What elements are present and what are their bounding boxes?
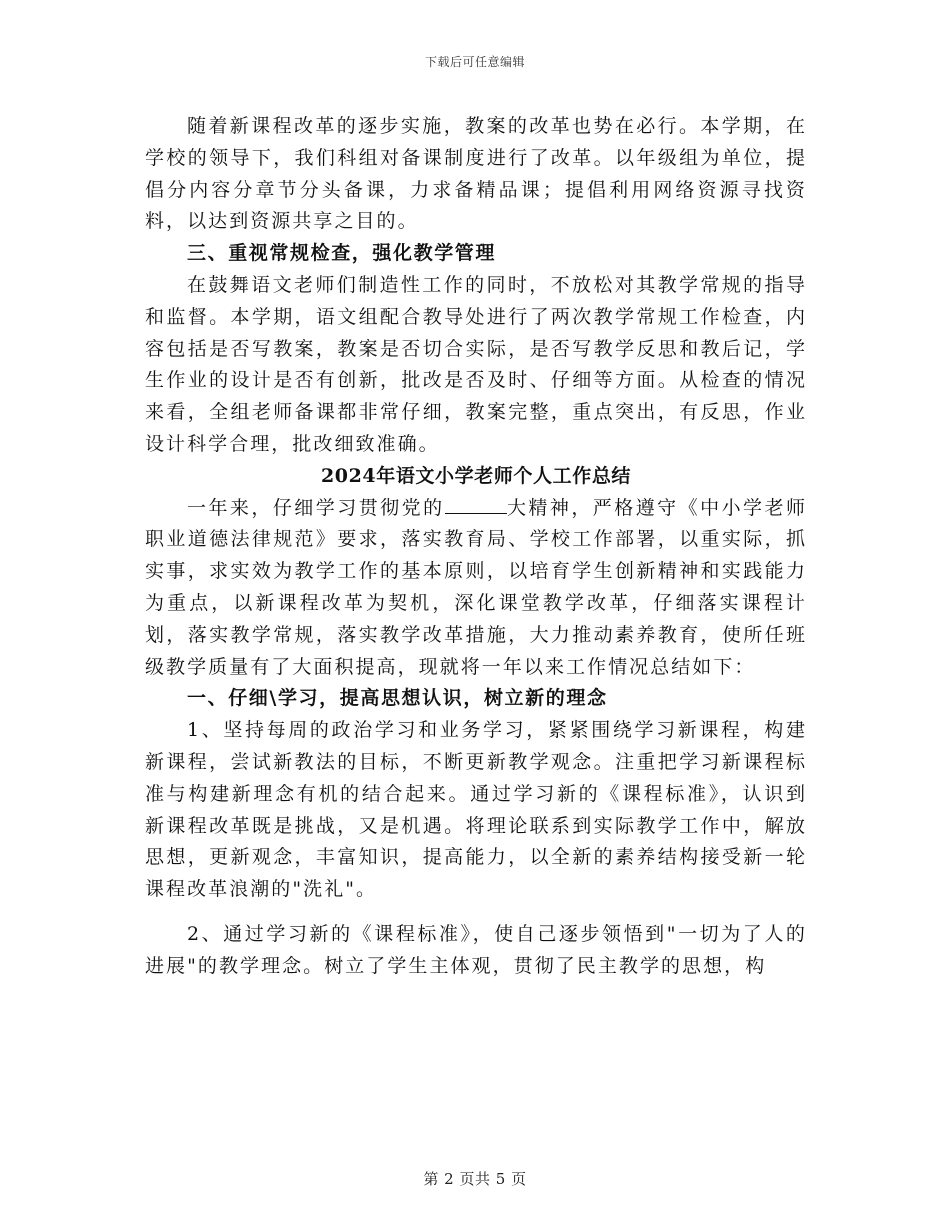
intro-text-rest: 大精神，严格遵守《中小学老师职业道德法律规范》要求，落实教育局、学校工作部署，以重实际，抓实事，求实效为教学工作的基本原则，以培育学生创新精神和实践能力为重点，以新课程改革为契机，深化课堂教学改革，仔细落实课程计划，落实教学常规，落实教学改革措施，大力推动素养教育，使所任班级教学质量有了大面积提高，现就将一年以来工作情况总结如下： [145,496,808,678]
paragraph-lesson-plan-reform: 随着新课程改革的逐步实施，教案的改革也势在必行。本学期，在学校的领导下，我们科组对备课制度进行了改革。以年级组为单位，提倡分内容分章节分头备课，力求备精品课；提倡利用网络资源寻找资料，以达到资源共享之目的。 [145,115,807,233]
section-heading-routine-checks: 三、重视常规检查，强化教学管理 [187,242,497,265]
paragraph-gap [145,906,807,919]
fill-in-blank [445,495,507,514]
paragraph-point-1: 1、坚持每周的政治学习和业务学习，紧紧围绕学习新课程，构建新课程，尝试新教法的目标，不断更新教学观念。注重把学习新课程标准与构建新理念有机的结合起来。通过学习新的《课程标准》，认识到新课程改革既是挑战，又是机遇。将理论联系到实际教学工作中，解放思想，更新观念，丰富知识，提高能力，以全新的素养结构接受新一轮课程改革浪潮的"洗礼"。 [145,719,807,901]
paragraph-introduction [145,493,807,684]
paragraph-point-2: 2、通过学习新的《课程标准》，使自己逐步领悟到"一切为了人的进展"的教学理念。树立了学生主体观，贯彻了民主教学的思想，构 [145,922,807,977]
paragraph-routine-checks: 在鼓舞语文老师们制造性工作的同时，不放松对其教学常规的指导和监督。本学期，语文组配合教导处进行了两次教学常规工作检查，内容包括是否写教案，教案是否切合实际，是否写教学反思和教后记，学生作业的设计是否有创新，批改是否及时、仔细等方面。从检查的情况来看，全组老师备课都非常仔细，教案完整，重点突出，有反思，作业设计科学合理，批改细致准确。 [145,273,807,455]
page-footer: 第 2 页共 5 页 [423,1170,527,1188]
intro-text-start: 一年来，仔细学习贯彻党的 [187,496,445,519]
document-title: 2024年语文小学老师个人工作总结 [320,464,632,487]
document-body [145,111,807,983]
page-header: 下载后可任意编辑 [424,55,525,69]
section-heading-study: 一、仔细\学习，提高思想认识，树立新的理念 [187,687,608,710]
